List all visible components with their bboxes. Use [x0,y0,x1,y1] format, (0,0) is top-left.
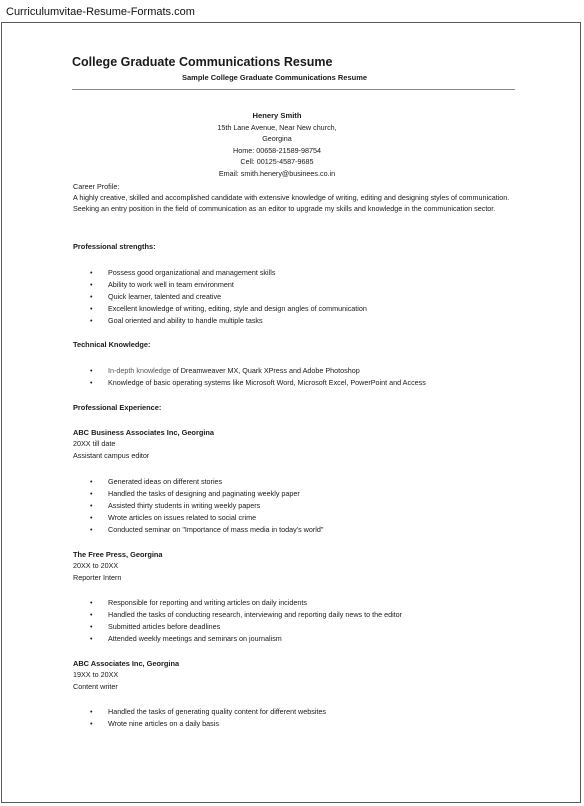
contact-address: 15th Lane Avenue, Near New church, Georgina [217,122,337,144]
company-name: The Free Press, Georgina [73,550,163,559]
list-item: • Possess good organizational and management skills [90,267,520,279]
list-item: • Submitted articles before deadlines [90,621,520,633]
job-role: Assistant campus editor [73,450,150,460]
job-role: Reporter Intern [73,572,122,582]
list-item: • Ability to work well in team environment [90,279,520,291]
list-item: • Quick learner, talented and creative [90,291,520,303]
highlighted-text: In-depth knowledge [108,366,171,375]
job-dates: 19XX to 20XX [73,670,119,680]
job-header [73,658,179,692]
list-item-text: of Dreamweaver MX, Quark XPress and Adobe Photoshop [170,366,360,375]
list-item: • Wrote articles on issues related to social crime [90,512,520,524]
job-dates: 20XX to 20XX [73,561,119,571]
list-item: • Handled the tasks of generating quality content for different websites [90,706,520,718]
contact-home-phone: Home: 00658-21589-98754 [233,145,321,155]
strengths-heading: Professional strengths: [73,242,156,251]
contact-cell-phone: Cell: 00125-4587-9685 [240,157,314,167]
list-item: • Attended weekly meetings and seminars on journalism [90,633,520,645]
job-duties-list [90,476,520,536]
list-item: • Handled the tasks of designing and paginating weekly paper [90,488,520,500]
job-role: Content writer [73,681,118,691]
technical-heading: Technical Knowledge: [73,340,151,349]
career-profile-section [73,181,513,215]
list-item: • Excellent knowledge of writing, editing, style and design angles of communication [90,303,520,315]
career-profile-text: A highly creative, skilled and accomplished candidate with extensive knowledge of writing, editing and designing styles of communication. Seeking an entry position in the field of communication as an editor to upgrade my skills and knowledge in the communication sector. [73,193,510,214]
job-duties-list [90,706,520,730]
list-item: • Knowledge of basic operating systems like Microsoft Word, Microsoft Excel, PowerPoint and Access [90,377,520,389]
list-item: • Wrote nine articles on a daily basis [90,718,520,730]
list-item: • Assisted thirty students in writing weekly papers [90,500,520,512]
job-header [73,427,214,461]
job-header [73,549,163,583]
contact-email: Email: smith.henery@businees.co.in [218,168,336,178]
site-watermark: Curriculumvitae-Resume-Formats.com [6,6,195,18]
job-dates: 20XX till date [73,439,116,449]
list-item [90,365,520,377]
list-item: • Goal oriented and ability to handle multiple tasks [90,315,520,327]
experience-heading: Professional Experience: [73,403,162,412]
company-name: ABC Associates Inc, Georgina [73,659,180,668]
resume-page [1,22,581,803]
company-name: ABC Business Associates Inc, Georgina [73,428,215,437]
strengths-list [90,267,520,327]
list-item: • Generated ideas on different stories [90,476,520,488]
candidate-name: Henery Smith [252,111,302,120]
technical-list [90,365,520,389]
list-item: • Conducted seminar on "Importance of mass media in today's world" [90,524,520,536]
header-divider [72,89,515,90]
job-duties-list [90,597,520,645]
list-item: • Handled the tasks of conducting research, interviewing and reporting daily news to the editor [90,609,520,621]
career-profile-heading: Career Profile: [73,182,120,191]
resume-title: College Graduate Communications Resume [72,55,333,69]
contact-block [207,110,347,180]
resume-subtitle: Sample College Graduate Communications Resume [182,73,368,82]
list-item: • Responsible for reporting and writing articles on daily incidents [90,597,520,609]
